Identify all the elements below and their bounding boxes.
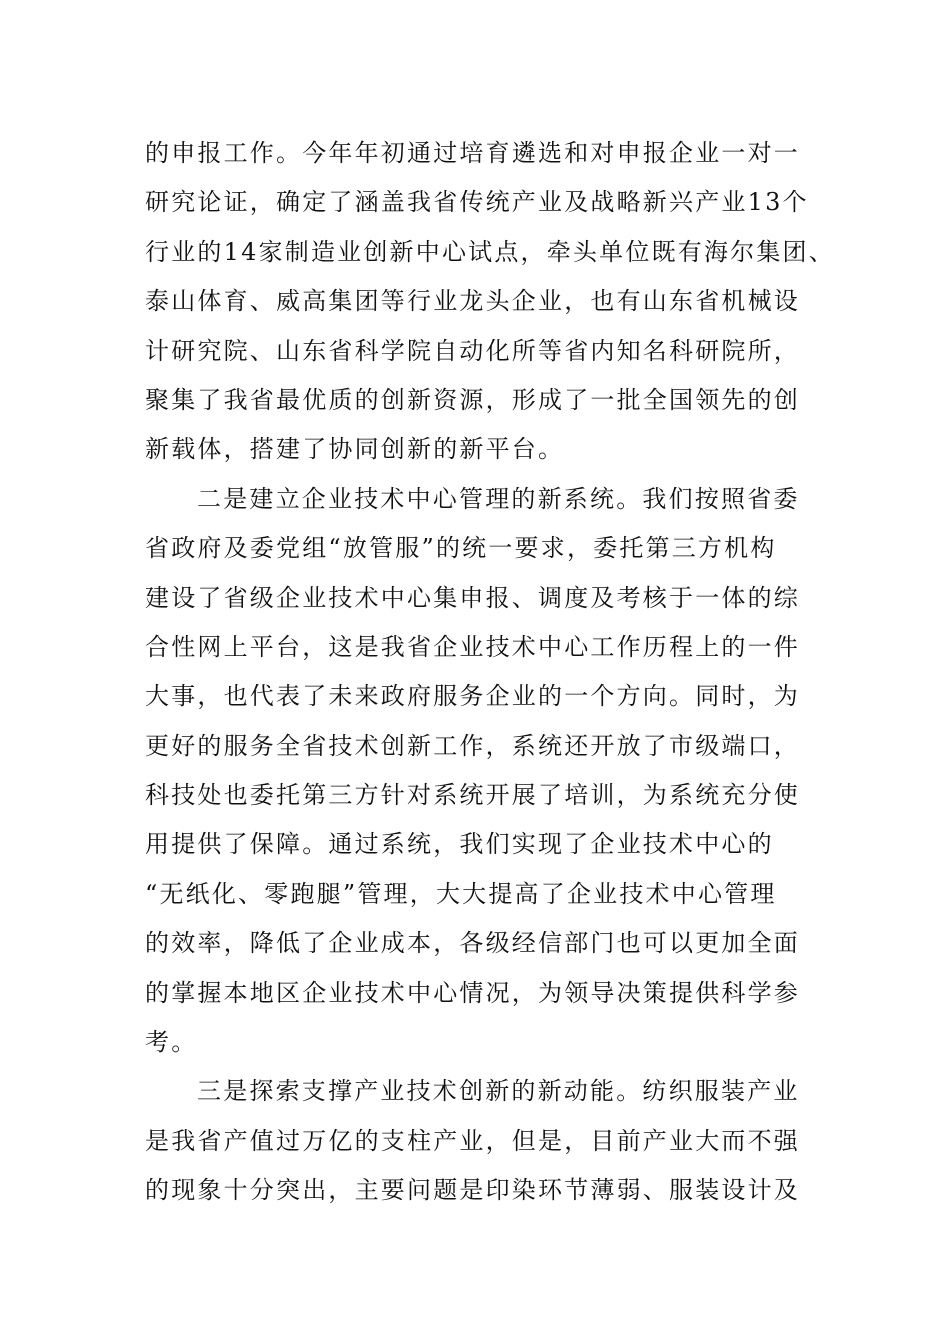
paragraph-3 <box>145 1067 825 1215</box>
text-line: 泰山体育、威高集团等行业龙头企业，也有山东省机械设 <box>145 287 800 316</box>
text-line: 建设了省级企业技术中心集申报、调度及考核于一体的综 <box>145 583 800 612</box>
text-line: 计研究院、山东省科学院自动化所等省内知名科研院所， <box>145 336 800 365</box>
body-text <box>145 129 835 1216</box>
text-line: 大事，也代表了未来政府服务企业的一个方向。同时，为 <box>145 682 800 711</box>
text-line: 的现象十分突出，主要问题是印染环节薄弱、服装设计及 <box>145 1176 800 1205</box>
text-line: 用提供了保障。通过系统，我们实现了企业技术中心的 <box>145 830 774 859</box>
text-line: 新载体，搭建了协同创新的新平台。 <box>145 435 565 464</box>
text-line: “无纸化、零跑腿”管理，大大提高了企业技术中心管理 <box>145 879 777 908</box>
text-line: 是我省产值过万亿的支柱产业，但是，目前产业大而不强 <box>145 1126 800 1155</box>
text-line: 的掌握本地区企业技术中心情况，为领导决策提供科学参 <box>145 978 800 1007</box>
text-line: 合性网上平台，这是我省企业技术中心工作历程上的一件 <box>145 632 800 661</box>
text-line: 二是建立企业技术中心管理的新系统。我们按照省委 <box>197 484 800 513</box>
text-line: 考。 <box>145 1028 198 1057</box>
text-line: 省政府及委党组“放管服”的统一要求，委托第三方机构 <box>145 534 777 563</box>
text-line: 的效率，降低了企业成本，各级经信部门也可以更加全面 <box>145 929 800 958</box>
text-line: 研究论证，确定了涵盖我省传统产业及战略新兴产业13个 <box>145 188 809 217</box>
text-line: 科技处也委托第三方针对系统开展了培训，为系统充分使 <box>145 781 800 810</box>
paragraph-2 <box>145 475 825 1068</box>
text-line: 的申报工作。今年年初通过培育遴选和对申报企业一对一 <box>145 139 800 167</box>
paragraph-1 <box>145 129 835 475</box>
text-line: 更好的服务全省技术创新工作，系统还开放了市级端口， <box>145 731 800 760</box>
text-line: 行业的14家制造业创新中心试点，牵头单位既有海尔集团、 <box>145 237 835 266</box>
text-line: 三是探索支撑产业技术创新的新动能。纺织服装产业 <box>197 1077 800 1106</box>
text-line: 聚集了我省最优质的创新资源，形成了一批全国领先的创 <box>145 385 800 414</box>
